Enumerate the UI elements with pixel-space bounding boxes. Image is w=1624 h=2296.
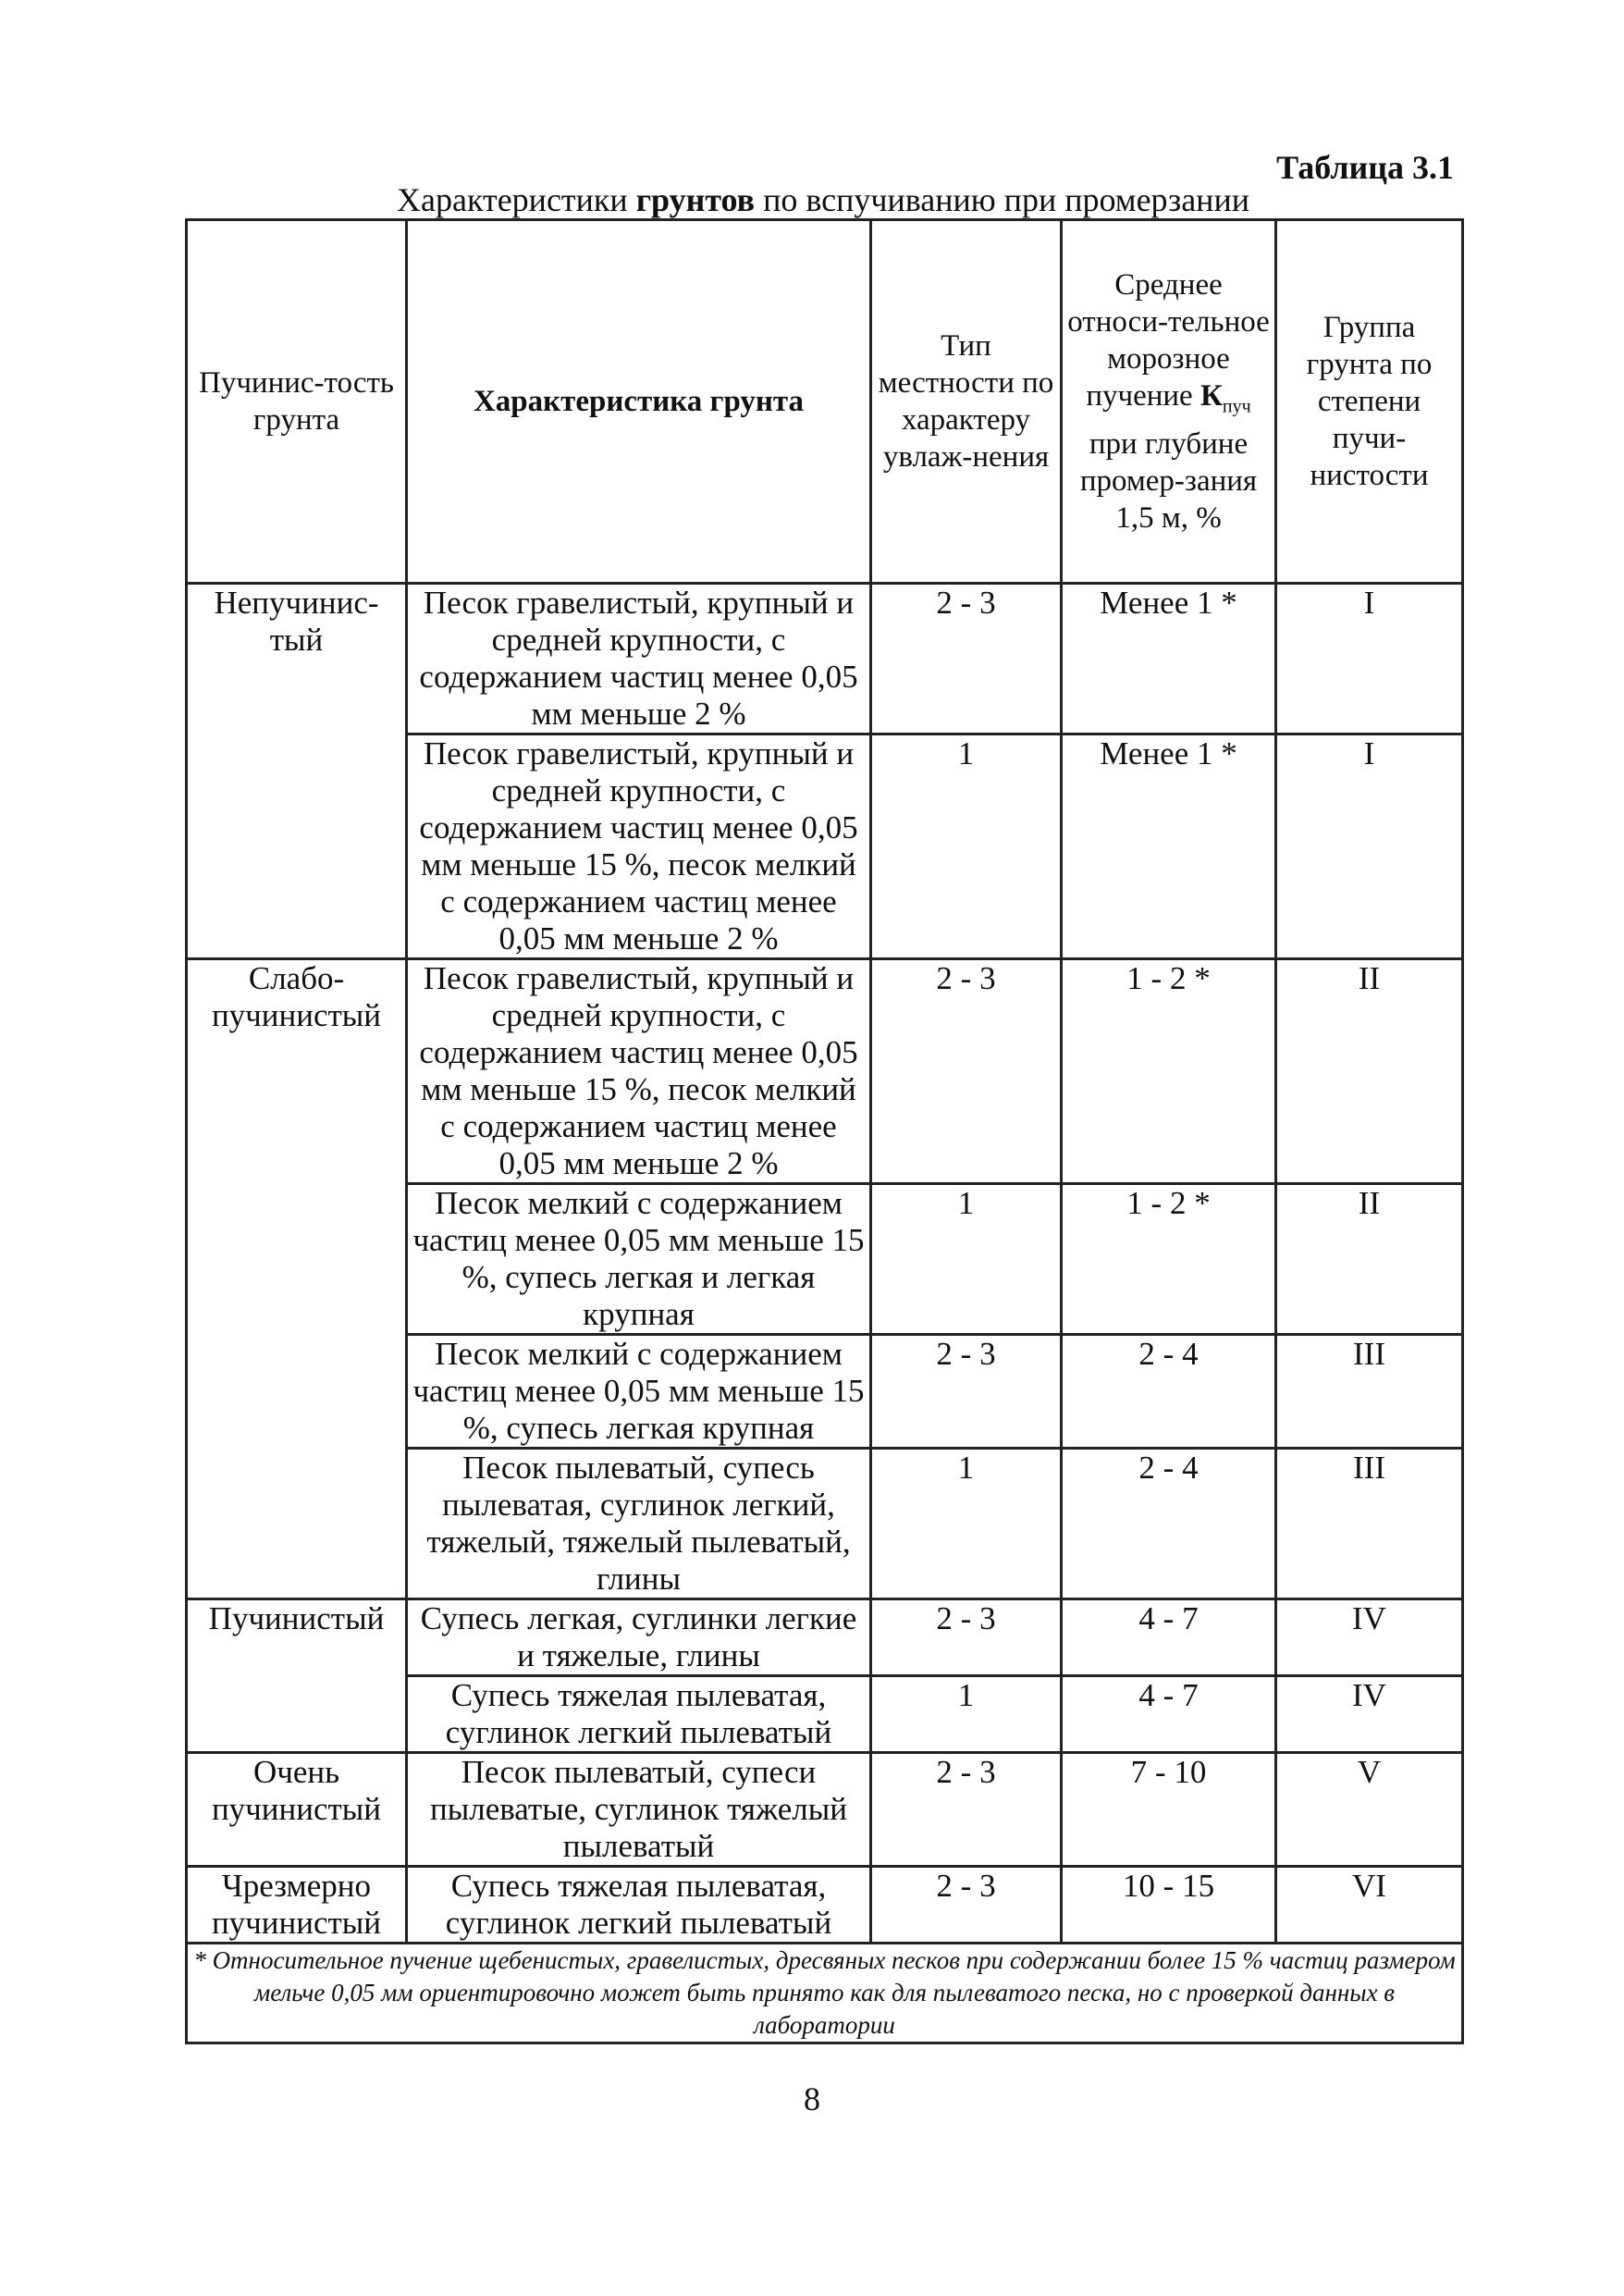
- cell-terrain-type: 2 - 3: [871, 584, 1062, 734]
- cell-frost-heave: 1 - 2 *: [1062, 1184, 1276, 1335]
- cell-terrain-type: 1: [871, 1449, 1062, 1599]
- cell-frost-heave: 7 - 10: [1062, 1753, 1276, 1867]
- cell-characteristic: Песок пылеватый, супесь пылеватая, суглинок легкий, тяжелый, тяжелый пылеватый, глины: [407, 1449, 871, 1599]
- cell-soil-group: III: [1276, 1449, 1463, 1599]
- cell-characteristic: Песок гравелистый, крупный и средней крупности, с содержанием частиц менее 0,05 мм меньше 15 %, песок мелкий с содержанием частиц менее 0,05 мм меньше 2 %: [407, 734, 871, 959]
- cell-terrain-type: 2 - 3: [871, 1753, 1062, 1867]
- category-weak: Слабо-пучинистый: [187, 959, 407, 1599]
- cell-frost-heave: 4 - 7: [1062, 1599, 1276, 1676]
- cell-characteristic: Песок мелкий с содержанием частиц менее 0,05 мм меньше 15 %, супесь легкая крупная: [407, 1335, 871, 1449]
- cell-soil-group: III: [1276, 1335, 1463, 1449]
- cell-terrain-type: 2 - 3: [871, 1335, 1062, 1449]
- cell-frost-heave: Менее 1 *: [1062, 584, 1276, 734]
- table-title: [185, 181, 1461, 218]
- soil-heaving-table: [185, 218, 1464, 2044]
- cell-characteristic: Песок мелкий с содержанием частиц менее 0,05 мм меньше 15 %, супесь легкая и легкая крупная: [407, 1184, 871, 1335]
- kpuch-subscript: пуч: [1222, 396, 1251, 417]
- cell-frost-heave: 2 - 4: [1062, 1449, 1276, 1599]
- category-nonheaving: Непучинис-тый: [187, 584, 407, 959]
- cell-terrain-type: 2 - 3: [871, 1867, 1062, 1944]
- cell-terrain-type: 1: [871, 1676, 1062, 1753]
- cell-terrain-type: 2 - 3: [871, 959, 1062, 1184]
- table-row: [187, 959, 1463, 1184]
- cell-frost-heave: 1 - 2 *: [1062, 959, 1276, 1184]
- cell-terrain-type: 2 - 3: [871, 1599, 1062, 1676]
- cell-soil-group: I: [1276, 734, 1463, 959]
- header-frost-heave-bottom: при глубине промер-зания 1,5 м, %: [1079, 426, 1258, 535]
- cell-frost-heave: 4 - 7: [1062, 1676, 1276, 1753]
- table-title-bold: грунтов: [635, 181, 756, 218]
- page-number: 8: [804, 2080, 820, 2117]
- footnote-row: [187, 1944, 1463, 2043]
- kpuch-letter: К: [1200, 379, 1223, 414]
- cell-frost-heave: 2 - 4: [1062, 1335, 1276, 1449]
- cell-characteristic: Песок гравелистый, крупный и средней крупности, с содержанием частиц менее 0,05 мм меньше 15 %, песок мелкий с содержанием частиц менее 0,05 мм меньше 2 %: [407, 959, 871, 1184]
- table-number: Таблица 3.1: [1276, 149, 1454, 186]
- cell-soil-group: VI: [1276, 1867, 1463, 1944]
- header-characteristic: Характеристика грунта: [407, 220, 871, 584]
- cell-characteristic: Супесь тяжелая пылеватая, суглинок легкий пылеватый: [407, 1676, 871, 1753]
- cell-soil-group: V: [1276, 1753, 1463, 1867]
- header-row: [187, 220, 1463, 584]
- cell-frost-heave: 10 - 15: [1062, 1867, 1276, 1944]
- table-title-part2: по вспучиванию при промерзании: [755, 181, 1249, 218]
- cell-characteristic: Песок пылеватый, супеси пылеватые, суглинок тяжелый пылеватый: [407, 1753, 871, 1867]
- kpuch-symbol: [1200, 379, 1251, 417]
- header-soil-group: Группа грунта по степени пучи-нистости: [1276, 220, 1463, 584]
- cell-characteristic: Супесь тяжелая пылеватая, суглинок легкий пылеватый: [407, 1867, 871, 1944]
- category-excessive: Чрезмерно пучинистый: [187, 1867, 407, 1944]
- table-row: [187, 1753, 1463, 1867]
- cell-soil-group: II: [1276, 959, 1463, 1184]
- table-row: [187, 584, 1463, 734]
- table-footnote: * Относительное пучение щебенистых, гравелистых, дресвяных песков при содержании более 15 % частиц размером мельче 0,05 мм ориентировочно может быть принято как для пылеватого песка, но с проверкой данных в лаборатории: [187, 1944, 1463, 2043]
- cell-characteristic: Песок гравелистый, крупный и средней крупности, с содержанием частиц менее 0,05 мм меньше 2 %: [407, 584, 871, 734]
- header-heaving: Пучинис-тость грунта: [187, 220, 407, 584]
- category-very-heaving: Очень пучинистый: [187, 1753, 407, 1867]
- cell-soil-group: I: [1276, 584, 1463, 734]
- header-frost-heave: [1062, 220, 1276, 584]
- cell-soil-group: II: [1276, 1184, 1463, 1335]
- cell-soil-group: IV: [1276, 1599, 1463, 1676]
- table-row: [187, 1867, 1463, 1944]
- cell-frost-heave: Менее 1 *: [1062, 734, 1276, 959]
- header-frost-heave-top: Среднее относи-тельное морозное пучение: [1067, 268, 1270, 414]
- header-terrain-type: Тип местности по характеру увлаж-нения: [871, 220, 1062, 584]
- category-heaving: Пучинистый: [187, 1599, 407, 1753]
- table-row: [187, 1599, 1463, 1676]
- table-title-part1: Характеристики: [397, 181, 636, 218]
- cell-soil-group: IV: [1276, 1676, 1463, 1753]
- cell-terrain-type: 1: [871, 734, 1062, 959]
- cell-terrain-type: 1: [871, 1184, 1062, 1335]
- cell-characteristic: Супесь легкая, суглинки легкие и тяжелые, глины: [407, 1599, 871, 1676]
